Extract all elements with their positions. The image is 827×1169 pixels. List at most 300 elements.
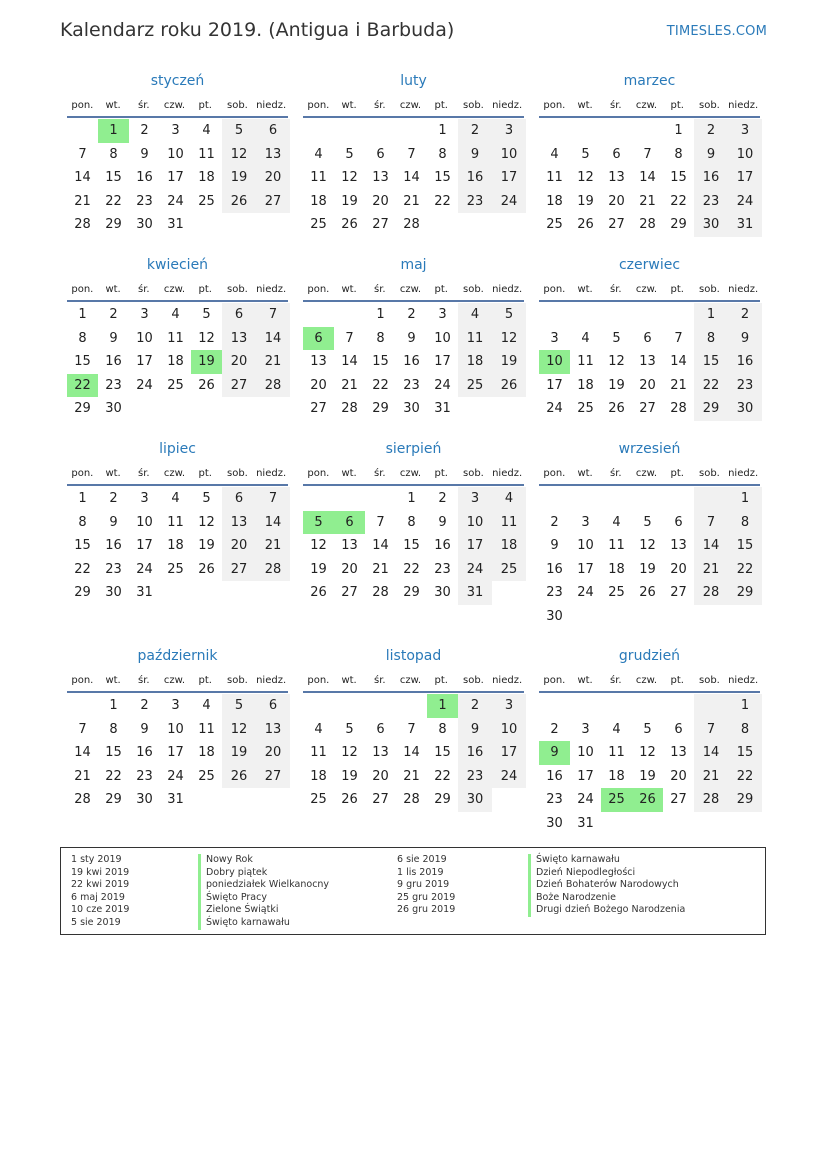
empty-cell (601, 812, 632, 836)
day-cell: 20 (608, 193, 625, 209)
empty-cell (365, 487, 396, 511)
day-cell: 3 (550, 330, 559, 346)
day-cell: 12 (608, 354, 625, 369)
day-cell: 23 (136, 768, 153, 784)
day-cell: 4 (314, 721, 323, 737)
empty-cell (632, 812, 663, 836)
day-cell: 21 (341, 377, 358, 393)
day-cell: 7 (694, 718, 728, 742)
empty-cell (458, 397, 492, 421)
day-cell: 20 (372, 193, 389, 209)
day-cell: 3 (581, 514, 590, 530)
day-cell: 3 (171, 123, 180, 138)
day-cell: 20 (670, 768, 687, 784)
weekday-label: niedz. (256, 468, 287, 479)
day-cell: 24 (546, 401, 563, 416)
day-cell: 10 (167, 721, 184, 737)
day-cell: 21 (74, 768, 91, 784)
empty-cell (129, 397, 160, 421)
day-cell: 8 (109, 146, 118, 162)
day-cell: 24 (492, 190, 526, 214)
day-cell: 16 (728, 350, 762, 374)
empty-cell (663, 694, 694, 718)
day-cell: 17 (136, 538, 153, 553)
day-cell: 25 (577, 401, 594, 416)
day-cell: 5 (345, 721, 354, 737)
day-cell: 17 (167, 745, 184, 760)
month-block (67, 645, 288, 812)
empty-cell (191, 788, 222, 812)
legend-holiday-name: Dobry piątek (198, 867, 329, 880)
day-cell: 15 (434, 745, 451, 760)
day-cell: 20 (222, 350, 256, 374)
day-grid (303, 694, 524, 812)
day-cell: 2 (550, 514, 559, 530)
day-cell: 24 (577, 585, 594, 600)
legend-right-names (528, 854, 685, 917)
legend-holiday-name: Święto karnawału (198, 917, 329, 930)
day-cell: 4 (612, 514, 621, 530)
day-cell: 21 (372, 561, 389, 577)
empty-cell (663, 605, 694, 629)
legend-date: 1 lis 2019 (397, 866, 444, 878)
day-grid (67, 694, 288, 812)
weekday-label: wt. (341, 675, 357, 686)
day-cell: 2 (109, 307, 118, 322)
weekday-label: wt. (341, 468, 357, 479)
day-cell: 11 (310, 745, 327, 760)
day-cell: 4 (550, 146, 559, 162)
empty-cell (570, 119, 601, 143)
empty-cell (694, 812, 728, 836)
day-cell: 5 (222, 119, 256, 143)
empty-cell (303, 487, 334, 511)
day-cell: 16 (403, 354, 420, 369)
day-cell: 17 (492, 741, 526, 765)
weekday-label: śr. (374, 468, 386, 479)
empty-cell (334, 303, 365, 327)
holiday-legend (60, 847, 766, 935)
day-cell: 12 (341, 745, 358, 760)
day-cell: 9 (458, 143, 492, 167)
day-cell: 31 (577, 815, 594, 831)
day-cell: 13 (670, 538, 687, 553)
day-cell: 3 (171, 698, 180, 713)
empty-cell (256, 788, 290, 812)
day-cell: 22 (74, 561, 91, 577)
empty-cell (222, 788, 256, 812)
weekday-label: pt. (434, 284, 448, 295)
empty-cell (663, 303, 694, 327)
day-cell: 26 (632, 788, 663, 812)
day-cell: 18 (608, 561, 625, 577)
day-cell: 16 (546, 768, 563, 784)
weekday-label: niedz. (492, 284, 523, 295)
day-cell: 16 (105, 354, 122, 369)
day-cell: 1 (438, 123, 447, 138)
day-cell: 31 (136, 585, 153, 600)
day-cell: 8 (674, 146, 683, 162)
day-grid (67, 487, 288, 605)
weekday-label: czw. (163, 284, 186, 295)
day-cell: 26 (222, 765, 256, 789)
day-cell: 23 (105, 561, 122, 577)
empty-cell (458, 213, 492, 237)
day-cell: 10 (136, 330, 153, 346)
weekday-label: niedz. (728, 100, 759, 111)
legend-date: 9 gru 2019 (397, 879, 450, 891)
day-cell: 26 (341, 792, 358, 807)
empty-cell (632, 605, 663, 629)
empty-cell (570, 694, 601, 718)
day-cell: 30 (728, 397, 762, 421)
day-cell: 4 (612, 721, 621, 737)
day-cell: 7 (674, 330, 683, 346)
day-cell: 19 (341, 193, 358, 209)
day-cell: 8 (109, 721, 118, 737)
day-cell: 25 (608, 585, 625, 600)
weekday-label: czw. (163, 468, 186, 479)
day-cell: 11 (608, 745, 625, 760)
day-cell: 30 (458, 788, 492, 812)
empty-cell (303, 119, 334, 143)
empty-cell (334, 119, 365, 143)
day-cell: 30 (403, 401, 420, 416)
day-cell: 4 (202, 698, 211, 713)
empty-cell (222, 581, 256, 605)
day-cell: 18 (608, 768, 625, 784)
day-cell: 21 (694, 765, 728, 789)
day-cell: 2 (140, 123, 149, 138)
day-cell: 14 (372, 538, 389, 553)
day-cell: 9 (140, 721, 149, 737)
weekday-header (67, 96, 288, 118)
day-cell: 8 (694, 327, 728, 351)
empty-cell (334, 694, 365, 718)
legend-date: 6 sie 2019 (397, 854, 447, 865)
day-cell: 1 (109, 698, 118, 713)
weekday-label: czw. (399, 468, 422, 479)
day-cell: 9 (550, 538, 559, 553)
day-cell: 24 (136, 377, 153, 393)
day-cell: 16 (105, 538, 122, 553)
legend-date: 19 kwi 2019 (71, 866, 130, 878)
day-cell: 15 (74, 354, 91, 369)
day-cell: 17 (434, 354, 451, 369)
day-cell: 27 (310, 401, 327, 416)
empty-cell (492, 213, 526, 237)
day-cell: 20 (639, 377, 656, 393)
weekday-label: sob. (699, 468, 720, 479)
legend-holiday-name: Drugi dzień Bożego Narodzenia (528, 904, 685, 917)
day-cell: 21 (403, 768, 420, 784)
day-cell: 11 (310, 170, 327, 185)
day-cell: 29 (105, 217, 122, 232)
empty-cell (632, 487, 663, 511)
day-cell: 23 (403, 377, 420, 393)
day-cell: 22 (105, 768, 122, 784)
legend-holiday-name: poniedziałek Wielkanocny (198, 879, 329, 892)
day-cell: 17 (546, 377, 563, 393)
empty-cell (601, 694, 632, 718)
weekday-label: czw. (635, 100, 658, 111)
day-cell: 23 (728, 374, 762, 398)
month-name: lipiec (159, 441, 196, 457)
day-cell: 10 (492, 718, 526, 742)
day-cell: 1 (728, 487, 762, 511)
legend-holiday-name: Boże Narodzenie (528, 892, 685, 905)
day-cell: 23 (458, 190, 492, 214)
day-cell: 14 (341, 354, 358, 369)
day-cell: 30 (136, 792, 153, 807)
day-cell: 26 (577, 217, 594, 232)
weekday-label: śr. (374, 284, 386, 295)
day-cell: 13 (639, 354, 656, 369)
legend-date: 5 sie 2019 (71, 916, 121, 928)
day-cell: 29 (728, 581, 762, 605)
day-cell: 5 (222, 694, 256, 718)
day-cell: 15 (728, 741, 762, 765)
day-cell: 12 (222, 143, 256, 167)
day-cell: 27 (222, 374, 256, 398)
day-cell: 28 (694, 581, 728, 605)
day-cell: 29 (728, 788, 762, 812)
month-block (539, 645, 760, 835)
day-cell: 23 (105, 377, 122, 393)
day-cell: 24 (728, 190, 762, 214)
day-cell: 28 (256, 558, 290, 582)
day-cell: 12 (198, 330, 215, 346)
day-cell: 8 (728, 718, 762, 742)
day-cell: 3 (438, 307, 447, 322)
day-grid (303, 487, 524, 605)
day-cell: 20 (310, 377, 327, 393)
weekday-label: wt. (341, 100, 357, 111)
weekday-label: pon. (307, 284, 330, 295)
day-cell: 4 (171, 491, 180, 506)
day-cell: 30 (546, 608, 563, 624)
day-cell: 22 (728, 558, 762, 582)
day-cell: 27 (670, 792, 687, 807)
day-cell: 18 (492, 534, 526, 558)
day-cell: 5 (492, 303, 526, 327)
weekday-label: pon. (71, 675, 94, 686)
month-block (539, 254, 760, 421)
day-cell: 18 (198, 745, 215, 760)
day-cell: 5 (345, 146, 354, 162)
day-cell: 4 (581, 330, 590, 346)
day-cell: 5 (303, 511, 334, 535)
day-cell: 27 (608, 217, 625, 232)
legend-holiday-name: Nowy Rok (198, 854, 329, 867)
day-cell: 31 (458, 581, 492, 605)
day-cell: 3 (140, 491, 149, 506)
weekday-label: pon. (543, 468, 566, 479)
day-cell: 6 (376, 146, 385, 162)
weekday-label: wt. (341, 284, 357, 295)
brand-link[interactable]: TIMESLES.COM (666, 24, 767, 39)
day-cell: 17 (136, 354, 153, 369)
weekday-label: wt. (577, 675, 593, 686)
day-cell: 11 (608, 538, 625, 553)
day-cell: 17 (458, 534, 492, 558)
day-cell: 22 (434, 768, 451, 784)
day-cell: 27 (256, 765, 290, 789)
weekday-label: czw. (635, 675, 658, 686)
day-cell: 18 (198, 170, 215, 185)
day-cell: 23 (546, 585, 563, 600)
empty-cell (256, 213, 290, 237)
empty-cell (256, 581, 290, 605)
month-name: maj (400, 257, 427, 273)
day-cell: 5 (643, 721, 652, 737)
day-cell: 12 (492, 327, 526, 351)
day-cell: 8 (407, 514, 416, 530)
day-cell: 16 (458, 166, 492, 190)
weekday-header (303, 280, 524, 302)
day-cell: 10 (434, 330, 451, 346)
day-cell: 31 (728, 213, 762, 237)
day-grid (539, 119, 760, 237)
day-cell: 12 (639, 745, 656, 760)
day-cell: 4 (492, 487, 526, 511)
empty-cell (160, 397, 191, 421)
day-cell: 29 (74, 401, 91, 416)
day-cell: 13 (341, 538, 358, 553)
day-cell: 11 (546, 170, 563, 185)
empty-cell (334, 487, 365, 511)
day-cell: 9 (109, 514, 118, 530)
day-cell: 28 (74, 792, 91, 807)
day-cell: 10 (136, 514, 153, 530)
day-cell: 18 (167, 538, 184, 553)
weekday-label: niedz. (256, 675, 287, 686)
day-cell: 9 (140, 146, 149, 162)
month-block (67, 70, 288, 237)
empty-cell (601, 303, 632, 327)
empty-cell (632, 694, 663, 718)
day-cell: 25 (198, 193, 215, 209)
day-cell: 21 (694, 558, 728, 582)
day-cell: 18 (577, 377, 594, 393)
day-cell: 16 (546, 561, 563, 577)
day-cell: 22 (670, 193, 687, 209)
weekday-header (539, 671, 760, 693)
day-cell: 20 (372, 768, 389, 784)
day-cell: 12 (222, 718, 256, 742)
day-cell: 14 (256, 511, 290, 535)
day-cell: 4 (458, 303, 492, 327)
weekday-label: śr. (138, 100, 150, 111)
weekday-label: śr. (610, 100, 622, 111)
empty-cell (601, 605, 632, 629)
legend-date: 10 cze 2019 (71, 904, 130, 916)
day-cell: 28 (256, 374, 290, 398)
day-cell: 7 (78, 146, 87, 162)
weekday-label: wt. (577, 100, 593, 111)
day-cell: 13 (222, 511, 256, 535)
month-name: wrzesień (618, 441, 681, 457)
day-cell: 21 (256, 350, 290, 374)
weekday-label: pt. (434, 675, 448, 686)
day-cell: 7 (407, 721, 416, 737)
day-cell: 21 (256, 534, 290, 558)
day-cell: 18 (546, 193, 563, 209)
day-cell: 21 (403, 193, 420, 209)
day-cell: 26 (222, 190, 256, 214)
day-grid (539, 303, 760, 421)
day-cell: 8 (376, 330, 385, 346)
empty-cell (365, 119, 396, 143)
weekday-label: pon. (543, 284, 566, 295)
day-cell: 1 (98, 119, 129, 143)
weekday-label: pt. (670, 284, 684, 295)
empty-cell (570, 605, 601, 629)
day-cell: 11 (458, 327, 492, 351)
day-cell: 24 (577, 792, 594, 807)
day-cell: 15 (105, 170, 122, 185)
day-cell: 18 (310, 193, 327, 209)
weekday-label: czw. (399, 100, 422, 111)
day-cell: 17 (492, 166, 526, 190)
day-cell: 14 (670, 354, 687, 369)
legend-date: 22 kwi 2019 (71, 879, 130, 891)
day-cell: 27 (372, 792, 389, 807)
day-cell: 9 (458, 718, 492, 742)
day-cell: 21 (639, 193, 656, 209)
day-cell: 19 (222, 741, 256, 765)
weekday-label: niedz. (492, 100, 523, 111)
day-cell: 10 (577, 745, 594, 760)
day-cell: 3 (581, 721, 590, 737)
day-cell: 20 (256, 166, 290, 190)
day-cell: 17 (577, 768, 594, 784)
day-cell: 9 (407, 330, 416, 346)
day-cell: 15 (694, 350, 728, 374)
day-grid (67, 119, 288, 237)
empty-cell (222, 213, 256, 237)
day-cell: 9 (539, 741, 570, 765)
day-cell: 8 (438, 146, 447, 162)
day-cell: 14 (639, 170, 656, 185)
day-cell: 15 (403, 538, 420, 553)
day-cell: 14 (403, 745, 420, 760)
legend-holiday-name: Dzień Bohaterów Narodowych (528, 879, 685, 892)
day-cell: 7 (643, 146, 652, 162)
empty-cell (728, 812, 762, 836)
day-cell: 22 (434, 193, 451, 209)
day-cell: 14 (694, 741, 728, 765)
day-cell: 7 (256, 303, 290, 327)
legend-date: 25 gru 2019 (397, 891, 456, 903)
weekday-label: wt. (105, 100, 121, 111)
day-cell: 15 (728, 534, 762, 558)
empty-cell (663, 812, 694, 836)
day-cell: 30 (105, 401, 122, 416)
day-cell: 2 (550, 721, 559, 737)
weekday-label: śr. (138, 675, 150, 686)
day-cell: 9 (109, 330, 118, 346)
empty-cell (191, 581, 222, 605)
day-cell: 27 (639, 401, 656, 416)
month-name: marzec (623, 73, 676, 89)
day-cell: 29 (694, 397, 728, 421)
day-cell: 13 (608, 170, 625, 185)
day-cell: 19 (639, 768, 656, 784)
empty-cell (694, 605, 728, 629)
day-cell: 7 (345, 330, 354, 346)
day-grid (303, 119, 524, 237)
